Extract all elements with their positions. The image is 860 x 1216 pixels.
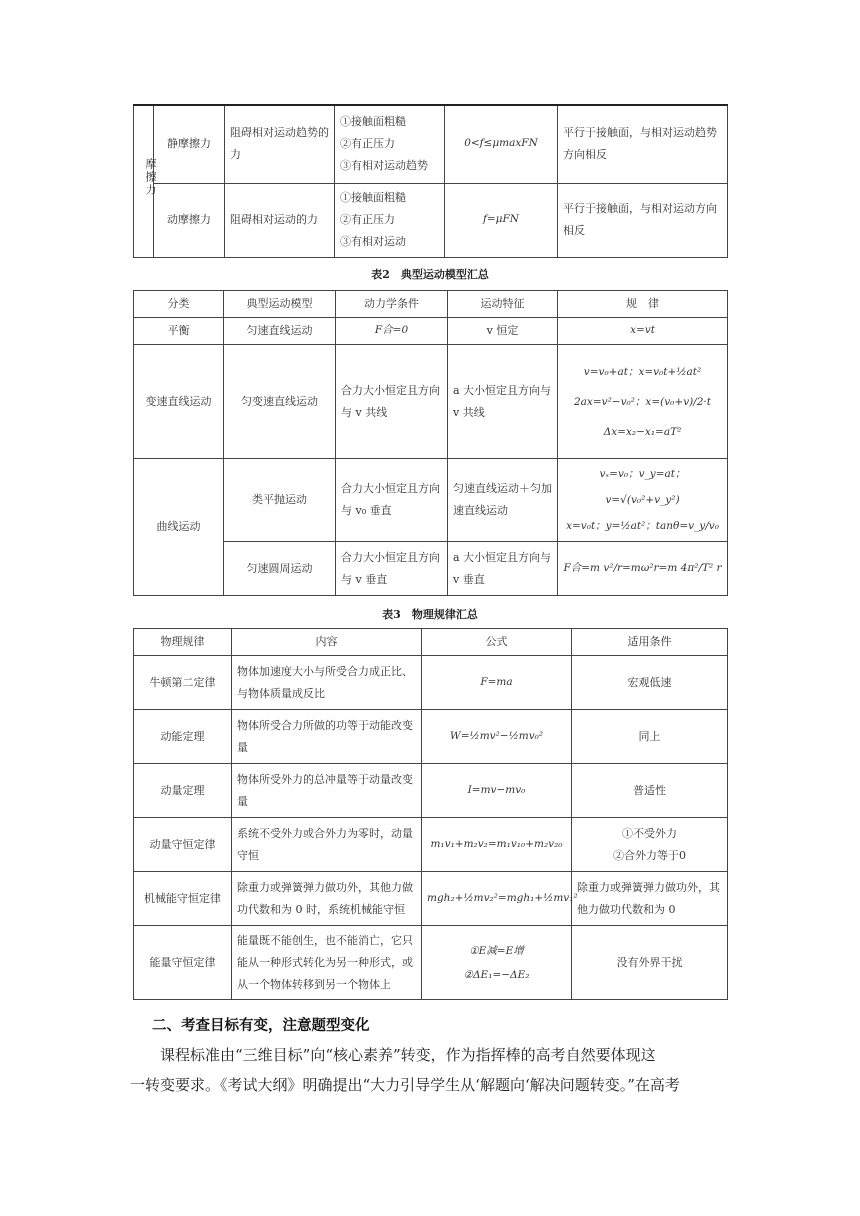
law-condition: ①不受外力 ②合外力等于0	[572, 818, 728, 872]
projectile-feature: 匀速直线运动＋匀加速直线运动	[448, 459, 558, 542]
law-formula: W=½mv²−½mv₀²	[422, 710, 572, 764]
motion-table	[133, 290, 728, 596]
law-line: v=v₀+at；x=v₀t+½at²	[583, 365, 702, 378]
law-formula: ①E减=E增 ②ΔE₁=−ΔE₂	[422, 926, 572, 1000]
law-line: x=v₀t；y=½at²；tanθ=v_y/v₀	[566, 520, 719, 532]
paragraph-line: 课程标准由“三维目标”向“核心素养”转变，作为指挥棒的高考自然要体现这	[160, 1046, 656, 1064]
balance-condition: F合=0	[336, 318, 448, 345]
condition-line: ①接触面粗糙	[340, 191, 406, 204]
table1-name-cell: 静摩擦力	[154, 105, 225, 183]
table1-effect-cell: 阻碍相对运动趋势的力	[225, 105, 335, 183]
condition-line: ①接触面粗糙	[340, 115, 406, 129]
law-condition: 同上	[572, 710, 728, 764]
circular-law: F合=m v²/r=mω²r=m 4π²/T² r	[558, 542, 728, 596]
table2-header: 规 律	[558, 291, 728, 318]
table1-name-cell: 动摩擦力	[154, 183, 225, 257]
table1-conditions-cell	[335, 105, 445, 183]
law-condition: 除重力或弹簧弹力做功外，其他力做功代数和为 0	[572, 872, 728, 926]
condition-line: ②有正压力	[340, 137, 395, 151]
law-name: 动能定理	[134, 710, 232, 764]
law-formula: I=mv−mv₀	[422, 764, 572, 818]
linear-category: 变速直线运动	[134, 345, 224, 459]
law-content: 物体加速度大小与所受合力成正比、与物体质量成反比	[232, 656, 422, 710]
law-content: 系统不受外力或合外力为零时，动量守恒	[232, 818, 422, 872]
balance-law: x=vt	[558, 318, 728, 345]
table3-header: 适用条件	[572, 629, 728, 656]
condition-line: ②有正压力	[340, 213, 395, 226]
law-content: 能量既不能创生，也不能消亡，它只能从一种形式转化为另一种形式，或从一个物体转移到另一个物体上	[232, 926, 422, 1000]
section-paragraph	[130, 1040, 730, 1100]
law-formula: m₁v₁+m₂v₂=m₁v₁₀+m₂v₂₀	[422, 818, 572, 872]
projectile-model: 类平抛运动	[224, 459, 336, 542]
table1-direction-cell: 平行于接触面，与相对运动方向相反	[558, 183, 728, 257]
law-line: vₓ=v₀；v_y=at；v=√(v₀²+v_y²)	[599, 468, 686, 506]
law-line: Δx=x₂−x₁=aT²	[603, 425, 682, 438]
condition-line: ③有相对运动	[340, 235, 406, 248]
balance-feature: v 恒定	[448, 318, 558, 345]
law-content: 除重力或弹簧弹力做功外，其他力做功代数和为 0 时，系统机械能守恒	[232, 872, 422, 926]
linear-model: 匀变速直线运动	[224, 345, 336, 459]
circular-feature: a 大小恒定且方向与 v 垂直	[448, 542, 558, 596]
laws-table	[133, 628, 728, 1000]
table1-formula-cell: 0<f≤μmaxFN	[445, 105, 558, 183]
law-line: 2ax=v²−v₀²；x=(v₀+v)/2·t	[573, 395, 711, 408]
linear-laws	[558, 345, 728, 459]
projectile-laws	[558, 459, 728, 542]
law-name: 动量定理	[134, 764, 232, 818]
table1-formula-cell: f=μFN	[445, 183, 558, 257]
table2-header: 分类	[134, 291, 224, 318]
table3-header: 物理规律	[134, 629, 232, 656]
law-condition: 没有外界干扰	[572, 926, 728, 1000]
condition-line: ③有相对运动趋势	[340, 159, 428, 173]
circular-model: 匀速圆周运动	[224, 542, 336, 596]
friction-group-label: 摩擦力	[134, 105, 154, 257]
balance-model: 匀速直线运动	[224, 318, 336, 345]
balance-category: 平衡	[134, 318, 224, 345]
projectile-condition: 合力大小恒定且方向与 v₀ 垂直	[336, 459, 448, 542]
law-name: 牛顿第二定律	[134, 656, 232, 710]
law-content: 物体所受外力的总冲量等于动量改变量	[232, 764, 422, 818]
circular-condition: 合力大小恒定且方向与 v 垂直	[336, 542, 448, 596]
table2-header: 运动特征	[448, 291, 558, 318]
section-heading: 二、考查目标有变，注意题型变化	[152, 1018, 370, 1034]
curve-category: 曲线运动	[134, 459, 224, 596]
table1-conditions-cell	[335, 183, 445, 257]
table3-header: 公式	[422, 629, 572, 656]
table1-effect-cell: 阻碍相对运动的力	[225, 183, 335, 257]
law-name: 机械能守恒定律	[134, 872, 232, 926]
table3-header: 内容	[232, 629, 422, 656]
paragraph-line: 一转变要求。《考试大纲》明确提出“大力引导学生从‘解题向‘解决问题转变。”在高考	[130, 1076, 680, 1094]
friction-table	[133, 104, 728, 258]
table1-direction-cell: 平行于接触面，与相对运动趋势方向相反	[558, 105, 728, 183]
law-condition: 宏观低速	[572, 656, 728, 710]
law-formula: F=ma	[422, 656, 572, 710]
law-formula: mgh₂+½mv₂²=mgh₁+½mv₁²	[422, 872, 572, 926]
law-content: 物体所受合力所做的功等于动能改变量	[232, 710, 422, 764]
linear-condition: 合力大小恒定且方向与 v 共线	[336, 345, 448, 459]
linear-feature: a 大小恒定且方向与 v 共线	[448, 345, 558, 459]
law-condition: 普适性	[572, 764, 728, 818]
law-name: 能量守恒定律	[134, 926, 232, 1000]
table2-caption: 表2 典型运动模型汇总	[371, 268, 489, 281]
table2-header: 动力学条件	[336, 291, 448, 318]
table2-header: 典型运动模型	[224, 291, 336, 318]
law-name: 动量守恒定律	[134, 818, 232, 872]
table3-caption: 表3 物理规律汇总	[382, 608, 478, 621]
